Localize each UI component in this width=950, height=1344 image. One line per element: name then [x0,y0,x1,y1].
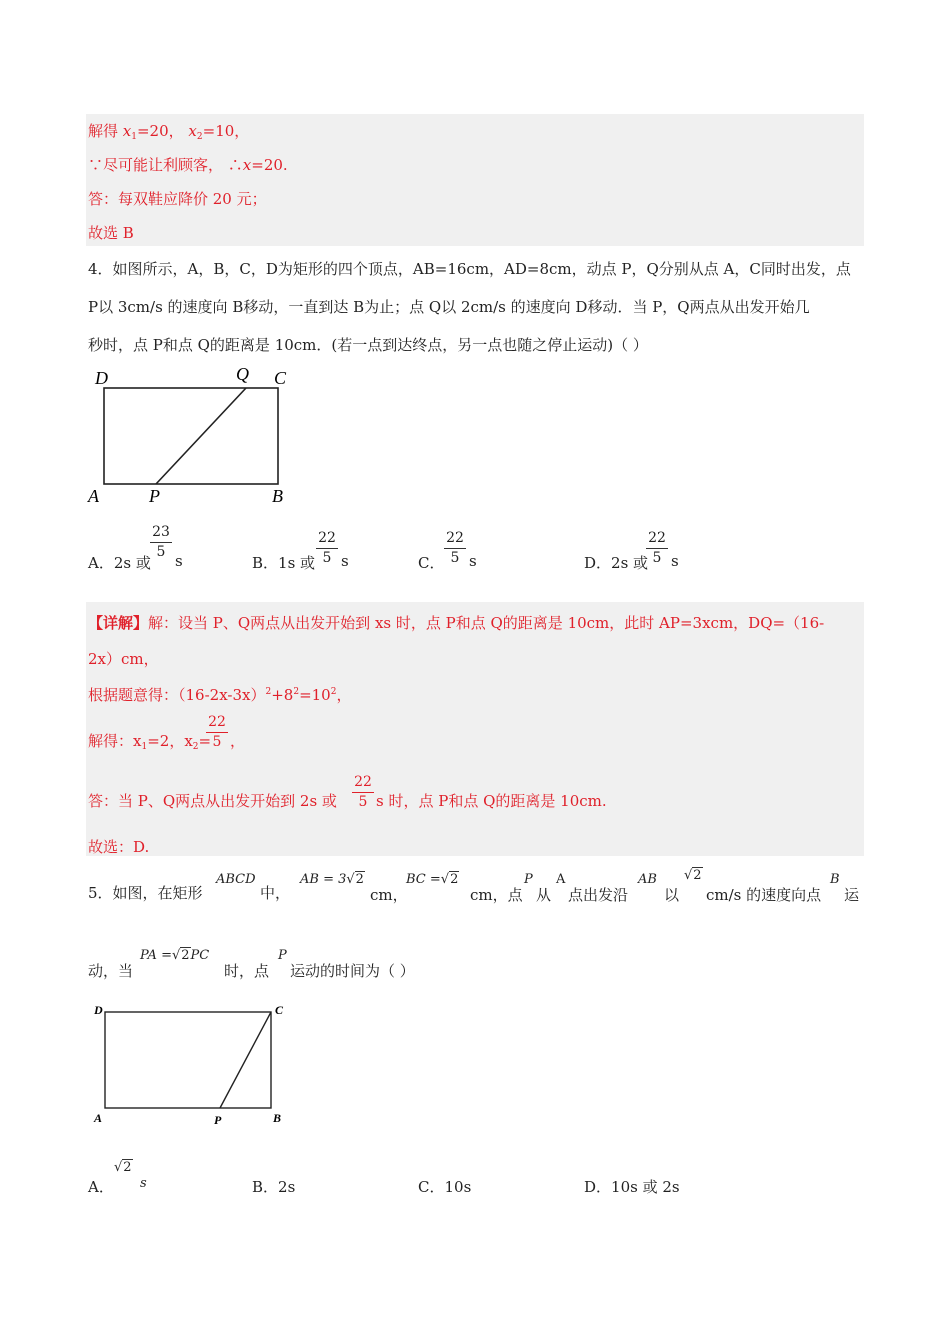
solution4-line5-frac: 22 5 [352,774,374,811]
solution4-line4: 解得：$x_1=2$，$x_2=$ [88,732,212,752]
q4-option-c-frac: 22 5 [444,530,466,567]
q5-option-d[interactable]: D．10s 或 2s [584,1178,680,1196]
solution1-line4: 故选 B [88,224,134,242]
solution1-line1: 解得 $x_1=20$， $x_2=10$， [88,122,250,142]
q5-yun: 运 [844,886,860,904]
q4-segment-pq [156,388,246,484]
q4-option-d-unit: s [671,552,679,570]
q4-option-a-unit: s [175,552,183,570]
q5-ab-eq: AB = 3√2 [300,872,364,887]
q4-line3: 秒时，点 P和点 Q的距离是 10cm．(若一点到达终点，另一点也随之停止运动)（ ） [88,336,648,354]
q5-label-p: P [214,1113,222,1127]
q5-speed-sqrt: √2 [684,868,702,883]
q5-line1: 5．如图，在矩形 [88,884,203,902]
q5-from: 从 [536,886,552,904]
q4-label-q: Q [236,364,249,384]
solution4-line3: 根据题意得：$(16-2x-3x)^2+8^2=10^2$， [88,686,352,704]
q4-option-c[interactable]: C． [418,554,445,572]
q4-rectangle-figure [86,362,306,510]
q4-option-b-unit: s [341,552,349,570]
q5-line2-c: 运动的时间为（ ） [290,962,415,980]
q5-zhong: 中， [260,884,291,902]
solution4-line2: 2x）cm， [88,650,159,668]
q5-label-a: A [94,1111,103,1125]
q5-option-a-unit: s [140,1176,147,1191]
solution4-line4-end: ， [230,732,246,750]
q5-label-d: D [94,1003,103,1017]
q5-segment-pc [220,1012,271,1108]
q4-line1: 4．如图所示，A，B，C，D为矩形的四个顶点，AB=16cm，AD=8cm，动点 P，Q分别从点 A，C同时出发，点 [88,260,851,278]
q5-abcd: ABCD [216,872,256,887]
solution4-line4-frac: 22 5 [206,714,228,751]
q5-p2: P [278,948,287,963]
solution-box-4 [86,602,864,856]
q5-speed: cm/s 的速度向点 [706,886,822,904]
q5-yi: 以 [664,886,680,904]
q5-rectangle-figure [88,998,300,1130]
q5-move: 点出发沿 [568,886,629,904]
q4-option-a[interactable]: A．2s 或 [88,554,151,572]
solution1-line3: 答：每双鞋应降价 20 元； [88,190,267,208]
solution4-line5: 答：当 P、Q两点从出发开始到 2s 或 [88,792,337,810]
q5-abseg: AB [638,872,657,887]
q4-line2: P以 3cm/s 的速度向 B移动，一直到达 B为止；点 Q以 2cm/s 的速度向 D移动．当 P，Q两点从出发开始几 [88,298,810,316]
q5-option-a-sqrt: √2 [114,1160,132,1175]
q4-option-c-unit: s [469,552,477,570]
q5-label-b: B [273,1111,282,1125]
q5-a: A [556,872,566,887]
q5-b: B [830,872,840,887]
q4-option-b[interactable]: B．1s 或 [252,554,316,572]
q4-option-b-frac: 22 5 [316,530,338,567]
q5-cm1: cm， [370,886,408,904]
solution1-line2: ∵尽可能让利顾客， ∴x=20. [88,156,288,174]
q5-option-c[interactable]: C．10s [418,1178,472,1196]
q4-label-a: A [88,486,99,506]
q5-line2: 动，当 [88,962,134,980]
q4-label-d: D [95,368,108,388]
q5-cm2: cm，点 [470,886,523,904]
q4-option-a-frac: 23 5 [150,524,172,561]
q4-option-d-frac: 22 5 [646,530,668,567]
q5-line2-b: 时，点 [224,962,270,980]
q5-bc-eq: BC =√2 [406,872,459,887]
solution4-line1: 【详解】解：设当 P、Q两点从出发开始到 xs 时，点 P和点 Q的距离是 10cm，此时 AP=3xcm，DQ=（16- [88,614,825,632]
q5-pa-eq: PA =√2PC [140,948,210,963]
detail-tag: 【详解】 [88,614,149,632]
q4-label-p: P [149,486,160,506]
q5-p1: P [524,872,533,887]
q4-label-c: C [274,368,287,388]
q4-option-d[interactable]: D．2s 或 [584,554,649,572]
q5-option-a[interactable]: A． [88,1178,114,1196]
solution4-line5-end: s 时，点 P和点 Q的距离是 10cm. [376,792,607,810]
q5-option-b[interactable]: B．2s [252,1178,296,1196]
solution4-line6: 故选：D. [88,838,150,856]
q4-label-b: B [272,486,283,506]
q4-rect [104,388,278,484]
q5-label-c: C [275,1003,284,1017]
